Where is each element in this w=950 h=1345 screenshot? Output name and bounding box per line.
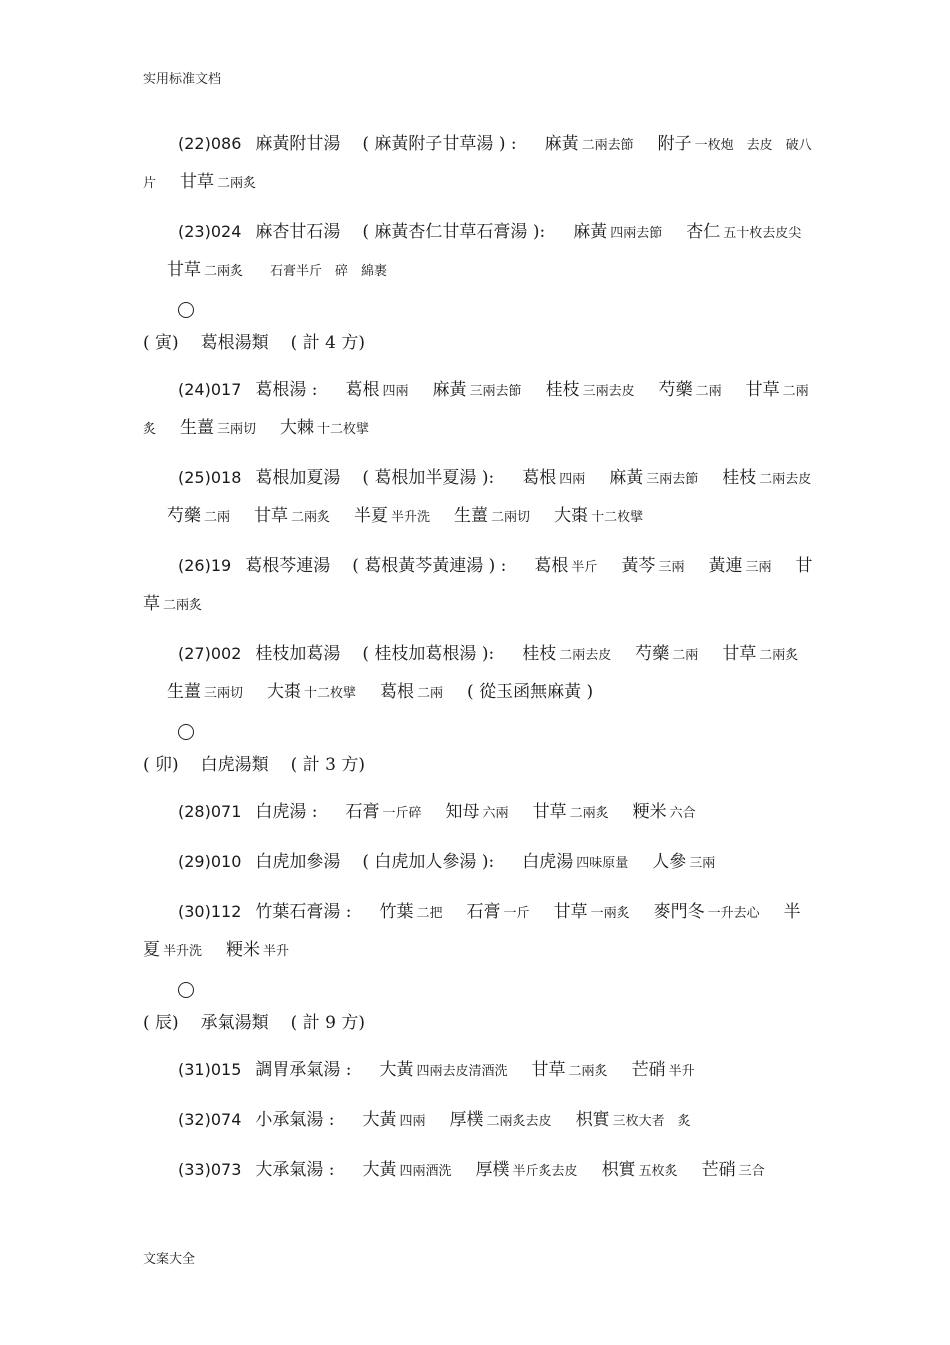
herb-item (476, 1160, 578, 1180)
herb-dose: 半斤炙去皮 (512, 1164, 578, 1179)
herb-name: 大棗 (267, 682, 302, 702)
herb-item (722, 468, 811, 488)
herb-name: 葛根 (345, 380, 380, 400)
formula-entry (143, 844, 813, 882)
herb-item (454, 506, 530, 526)
herb-item (686, 222, 801, 242)
formula-code: (26)19 (178, 556, 232, 575)
formula-alias: ( 桂枝加葛根湯 ): (362, 644, 495, 664)
herb-item (522, 468, 585, 488)
herb-name: 黃連 (708, 556, 743, 576)
herb-item (554, 506, 643, 526)
herb-name: 杏仁 (686, 222, 721, 242)
section-circle-icon (178, 302, 194, 318)
formula-name: 大承氣湯 : (255, 1160, 335, 1180)
herb-dose: 石膏半斤 碎 綿裹 (270, 264, 388, 279)
herb-item (433, 380, 522, 400)
formula-entry (143, 1102, 813, 1140)
formula-alias: ( 葛根黃芩黃連湯 ) : (352, 556, 507, 576)
herb-dose: 一斤碎 (382, 806, 422, 821)
herb-dose: 四兩 (559, 472, 586, 487)
herb-name: 芍藥 (167, 506, 201, 526)
herb-name: 竹葉 (379, 902, 414, 922)
herb-name: 石膏 (466, 902, 501, 922)
herb-item (380, 682, 443, 702)
herb-item (254, 506, 330, 526)
herb-dose: 十二枚擘 (304, 686, 357, 701)
herb-name: 芒硝 (701, 1160, 736, 1180)
page-header: 实用标准文档 (143, 72, 222, 87)
formula-code: (23)024 (178, 222, 242, 241)
formula-alias: ( 麻黃附子甘草湯 ) : (362, 134, 517, 154)
herb-item (446, 802, 509, 822)
formula-code: (30)112 (178, 902, 242, 921)
herb-name: 甘草 (722, 644, 757, 664)
herb-dose: 二兩炙 (291, 510, 331, 525)
herb-item (226, 940, 289, 960)
herb-name: 麻黃 (432, 380, 467, 400)
herb-name: 大黃 (362, 1110, 397, 1130)
category-count: ( 計 9 方) (290, 1013, 365, 1033)
herb-dose: 二兩炙 (217, 176, 257, 191)
formula-entry (143, 214, 813, 290)
herb-dose: 二兩炙 (569, 806, 609, 821)
herb-item (609, 468, 698, 488)
herb-item (632, 1060, 695, 1080)
formula-entry (143, 794, 813, 832)
herb-dose: 四兩去皮清酒洗 (416, 1064, 508, 1079)
herb-item (633, 802, 696, 822)
herb-name: 附子 (657, 134, 692, 154)
herb-item (654, 902, 760, 922)
herb-item (708, 556, 771, 576)
formula-code: (28)071 (178, 802, 242, 821)
herb-item (267, 260, 387, 280)
herb-dose: 五十枚去皮尖 (723, 226, 802, 241)
herb-item (467, 902, 530, 922)
herb-item (533, 802, 609, 822)
herb-name: 大棗 (554, 506, 589, 526)
herb-item (380, 902, 443, 922)
herb-dose: 六合 (669, 806, 696, 821)
herb-name: 生薑 (167, 682, 201, 702)
herb-dose: 二兩切 (491, 510, 531, 525)
herb-item (180, 172, 256, 192)
formula-code: (29)010 (178, 852, 242, 871)
herb-dose: 二兩炙 (143, 384, 809, 437)
herb-dose: 半升洗 (163, 944, 203, 959)
formula-code: (32)074 (178, 1110, 242, 1129)
herb-item (167, 682, 243, 702)
herb-name: 大黃 (379, 1060, 414, 1080)
herb-item (554, 902, 630, 922)
herb-name: 麻黃 (573, 222, 608, 242)
formula-name: 調胃承氣湯 : (255, 1060, 352, 1080)
formula-name: 葛根湯 : (255, 380, 318, 400)
herb-item (346, 802, 422, 822)
herb-name: 甘草 (745, 380, 780, 400)
section-circle-icon (178, 724, 194, 740)
formula-entry (143, 548, 813, 624)
category-heading (143, 750, 813, 780)
herb-dose: 二兩去皮 (559, 648, 612, 663)
herb-item (702, 1160, 765, 1180)
herb-name: 甘草 (531, 1060, 566, 1080)
category-count: ( 計 3 方) (290, 755, 365, 775)
formula-alias: ( 麻黃杏仁甘草石膏湯 ): (362, 222, 546, 242)
herb-item (576, 1110, 691, 1130)
formula-name: 麻杏甘石湯 (255, 222, 341, 242)
herb-name: 桂枝 (722, 468, 757, 488)
formula-entry (143, 460, 813, 536)
herb-item (363, 1160, 452, 1180)
formula-code: (22)086 (178, 134, 242, 153)
formula-name: 小承氣湯 : (255, 1110, 335, 1130)
herb-name: 黃芩 (621, 556, 656, 576)
category-count: ( 計 4 方) (290, 333, 365, 353)
herb-dose: 二兩炙 (163, 598, 203, 613)
formula-code: (25)018 (178, 468, 242, 487)
herb-item (635, 644, 698, 664)
herb-dose: 一枚炮 去皮 破八片 (143, 138, 812, 191)
formula-name: 葛根加夏湯 (255, 468, 341, 488)
herb-dose: 二兩去節 (581, 138, 634, 153)
herb-item (280, 418, 369, 438)
herb-dose: 二兩去皮 (759, 472, 812, 487)
herb-dose: 二兩炙 (204, 264, 244, 279)
herb-name: 厚樸 (449, 1110, 484, 1130)
herb-name: 半夏 (354, 506, 389, 526)
herb-item (346, 380, 409, 400)
herb-item (354, 506, 430, 526)
page-footer: 文案大全 (143, 1252, 196, 1267)
herb-item (363, 1110, 426, 1130)
herb-name: 芍藥 (658, 380, 693, 400)
formula-name: 葛根芩連湯 (245, 556, 331, 576)
herb-item (522, 644, 611, 664)
herb-dose: 三合 (738, 1164, 765, 1179)
formula-alias: ( 白虎加人參湯 ): (362, 852, 495, 872)
herb-name: 人參 (652, 852, 687, 872)
formula-code: (24)017 (178, 380, 242, 399)
formula-alias: ( 葛根加半夏湯 ): (362, 468, 495, 488)
herb-name: 甘草 (180, 172, 215, 192)
herb-dose: 十二枚擘 (591, 510, 644, 525)
herb-dose: 一斤 (503, 906, 530, 921)
category-heading (143, 328, 813, 358)
herb-item (532, 1060, 608, 1080)
category-branch: ( 卯) (143, 755, 179, 775)
formula-name: 白虎加參湯 (255, 852, 341, 872)
herb-name: 甘草 (167, 260, 201, 280)
herb-item (546, 380, 635, 400)
formula-name: 竹葉石膏湯 : (255, 902, 352, 922)
category-title: 葛根湯類 (200, 333, 269, 353)
herb-name: 甘草 (553, 902, 588, 922)
herb-dose: 三兩切 (217, 422, 257, 437)
formula-code: (33)073 (178, 1160, 242, 1179)
formula-entry (143, 372, 813, 448)
formula-entry (143, 894, 813, 970)
category-title: 承氣湯類 (200, 1013, 269, 1033)
herb-dose: 十二枚擘 (317, 422, 370, 437)
herb-dose: 二兩 (672, 648, 699, 663)
herb-item (573, 222, 662, 242)
herb-dose: 二兩炙 (759, 648, 799, 663)
herb-item (180, 418, 256, 438)
herb-item (534, 556, 597, 576)
herb-dose: 三兩去節 (469, 384, 522, 399)
herb-dose: 三兩切 (204, 686, 244, 701)
category-branch: ( 辰) (143, 1013, 179, 1033)
herb-dose: 三兩去節 (646, 472, 699, 487)
herb-item (167, 506, 230, 526)
section-circle-icon (178, 982, 194, 998)
herb-dose: 二把 (416, 906, 443, 921)
herb-item (652, 852, 715, 872)
herb-dose: 四兩 (382, 384, 409, 399)
herb-name: 生薑 (180, 418, 215, 438)
herb-dose: 半斤 (571, 560, 598, 575)
herb-name: 甘草 (143, 556, 813, 614)
herb-dose: 二兩 (417, 686, 444, 701)
herb-name: 葛根 (534, 556, 569, 576)
herb-dose: 五枚炙 (638, 1164, 678, 1179)
herb-item (450, 1110, 552, 1130)
herb-dose: 半升 (668, 1064, 695, 1079)
herb-name: 枳實 (575, 1110, 610, 1130)
herb-item (522, 852, 628, 872)
herb-dose: 六兩 (482, 806, 509, 821)
formula-code: (27)002 (178, 644, 242, 663)
herb-item (722, 644, 798, 664)
herb-name: 粳米 (632, 802, 667, 822)
herb-name: 葛根 (522, 468, 557, 488)
herb-item (267, 682, 356, 702)
herb-dose: 二兩炙 (568, 1064, 608, 1079)
formula-entry (143, 126, 813, 202)
herb-dose: 三枚大者 炙 (612, 1114, 691, 1129)
herb-name: 大棘 (280, 418, 315, 438)
category-title: 白虎湯類 (200, 755, 269, 775)
herb-name: 麻黃 (544, 134, 579, 154)
herb-name: 半夏 (143, 902, 801, 960)
herb-name: 麥門冬 (653, 902, 705, 922)
herb-item (621, 556, 684, 576)
herb-name: 白虎湯 (522, 852, 574, 872)
formula-name: 麻黃附甘湯 (255, 134, 341, 154)
formula-entry (143, 1152, 813, 1190)
herb-dose: 四兩去節 (610, 226, 663, 241)
herb-name: 芍藥 (635, 644, 670, 664)
category-heading (143, 1008, 813, 1038)
herb-dose: 三兩 (745, 560, 772, 575)
herb-name: 葛根 (380, 682, 415, 702)
herb-name: 枳實 (601, 1160, 636, 1180)
document-body (143, 126, 813, 1202)
formula-name: 白虎湯 : (255, 802, 318, 822)
herb-item (659, 380, 722, 400)
herb-dose: 四兩酒洗 (399, 1164, 452, 1179)
formula-code: (31)015 (178, 1060, 242, 1079)
herb-name: 桂枝 (545, 380, 580, 400)
herb-name: 桂枝 (522, 644, 557, 664)
herb-dose: 三兩 (658, 560, 685, 575)
herb-dose: 三兩 (689, 856, 716, 871)
herb-dose: 二兩 (695, 384, 722, 399)
herb-item (545, 134, 634, 154)
category-branch: ( 寅) (143, 333, 179, 353)
herb-dose: 四味原量 (576, 856, 629, 871)
herb-dose: 半升洗 (391, 510, 431, 525)
herb-item (380, 1060, 508, 1080)
herb-name: 知母 (445, 802, 480, 822)
herb-name: 厚樸 (475, 1160, 510, 1180)
herb-dose: 半升 (263, 944, 290, 959)
herb-name: 甘草 (254, 506, 289, 526)
formula-note: ( 從玉函無麻黃 ) (467, 682, 594, 702)
herb-name: 粳米 (226, 940, 261, 960)
herb-dose: 二兩炙去皮 (486, 1114, 552, 1129)
herb-item (602, 1160, 678, 1180)
formula-entry (143, 1052, 813, 1090)
herb-name: 甘草 (532, 802, 567, 822)
herb-dose: 三兩去皮 (582, 384, 635, 399)
herb-name: 生薑 (454, 506, 489, 526)
herb-name: 石膏 (345, 802, 380, 822)
herb-item (167, 260, 243, 280)
herb-dose: 一升去心 (707, 906, 760, 921)
formula-name: 桂枝加葛湯 (255, 644, 341, 664)
herb-name: 芒硝 (631, 1060, 666, 1080)
herb-name: 麻黃 (609, 468, 644, 488)
herb-name: 大黃 (362, 1160, 397, 1180)
formula-entry (143, 636, 813, 712)
herb-dose: 四兩 (399, 1114, 426, 1129)
herb-dose: 二兩 (204, 510, 231, 525)
herb-dose: 一兩炙 (590, 906, 630, 921)
